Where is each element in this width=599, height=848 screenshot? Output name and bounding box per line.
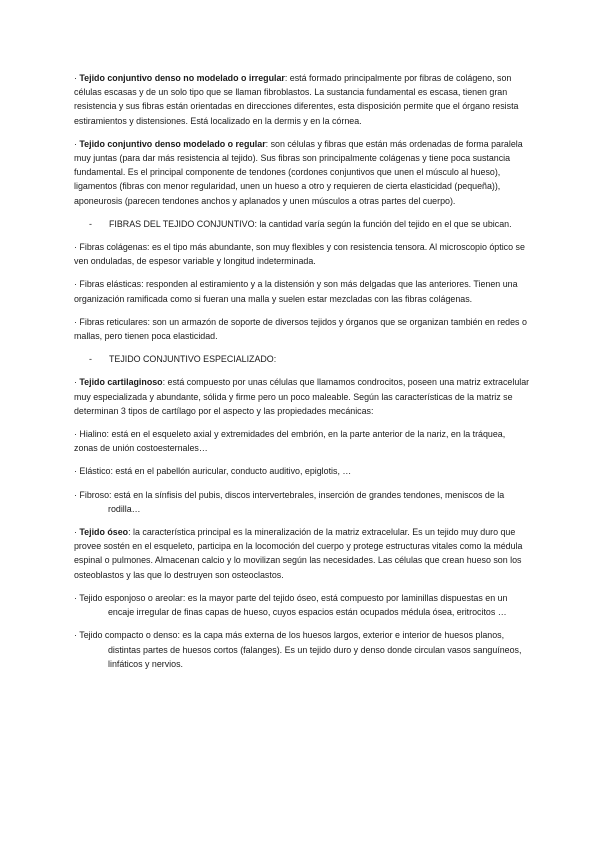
dash-item-text: FIBRAS DEL TEJIDO CONJUNTIVO: la cantidad varía según la función del tejido en el que se ubican. — [109, 218, 512, 229]
paragraph-tejido-cartilaginoso — [74, 375, 530, 418]
paragraph-text: Elástico: está en el pabellón auricular, conducto auditivo, epiglotis, … — [79, 466, 352, 477]
bullet: · — [74, 592, 80, 603]
paragraph-tejido-oseo — [74, 525, 530, 582]
paragraph-tejido-denso-irregular — [74, 71, 530, 128]
paragraph-text: : la característica principal es la mineralización de la matriz extracelular. Es un tejido muy duro que provee sostén en el esqueleto, participa en la locomoción del cuerpo y protege estructuras vitales como la médula espinal o pulmones. Almacenan calcio y lo movilizan según las necesidades. Las células que crean hueso son los osteoblastos y las que lo destruyen son osteoclastos. — [74, 527, 523, 580]
term-bold: Tejido conjuntivo denso modelado o regular — [79, 138, 266, 149]
paragraph-hialino — [74, 427, 530, 455]
dash-item-text: TEJIDO CONJUNTIVO ESPECIALIZADO: — [109, 354, 277, 365]
dash-item-fibras — [74, 217, 530, 231]
bullet: · — [74, 527, 80, 538]
bullet: · — [74, 73, 80, 83]
paragraph-text: Hialino: está en el esqueleto axial y extremidades del embrión, en la parte anterior de la nariz, en la tráquea, zonas de unión costoesternales… — [74, 429, 506, 454]
bullet: · — [74, 489, 80, 500]
paragraph-tejido-esponjoso — [74, 591, 530, 619]
bullet: · — [74, 466, 80, 477]
paragraph-text: Fibroso: está en la sínfisis del pubis, discos intervertebrales, inserción de grandes tendones, meniscos de la rodilla… — [79, 489, 505, 514]
paragraph-tejido-compacto — [74, 628, 530, 671]
term-bold: Tejido conjuntivo denso no modelado o irregular — [79, 73, 285, 83]
bullet: · — [74, 138, 80, 149]
paragraph-fibras-colagenas — [74, 240, 530, 268]
term-bold: Tejido cartilaginoso — [79, 377, 163, 388]
paragraph-text: Fibras colágenas: es el tipo más abundante, son muy flexibles y con resistencia tensora. Al microscopio óptico se ven onduladas, de espesor variable y longitud indeterminada. — [74, 242, 525, 267]
bullet: · — [74, 429, 80, 440]
paragraph-fibras-elasticas — [74, 277, 530, 305]
paragraph-tejido-denso-regular — [74, 137, 530, 208]
paragraph-elastico — [74, 464, 530, 478]
term-bold: Tejido óseo — [79, 527, 129, 538]
bullet: · — [74, 242, 80, 253]
bullet: · — [74, 630, 80, 641]
paragraph-text: Tejido esponjoso o areolar: es la mayor parte del tejido óseo, está compuesto por laminillas dispuestas en un encaje irregular de finas capas de hueso, cuyos espacios están ocupados médula ósea, eritrocitos … — [79, 592, 508, 618]
bullet: · — [74, 377, 80, 388]
bullet: · — [74, 316, 80, 327]
dash-marker: - — [89, 218, 92, 229]
paragraph-fibras-reticulares — [74, 315, 530, 343]
paragraph-fibroso — [74, 488, 530, 516]
paragraph-text: : son células y fibras que están más ordenadas de forma paralela muy juntas (para dar más resistencia al tejido). Sus fibras son principalmente colágenas y tiene poca sustancia fundamental. Es el principal componente de tendones (cordones conjuntivos que unen el músculo al hueso), ligamentos (fibras con menor regularidad, unen un hueso a otro y requieren de cierta elasticidad (pequeña)), aponeurosis (parecen tendones anchos y aplanados y unen músculos a otras partes del cuerpo). — [74, 138, 523, 206]
document-body — [74, 71, 530, 680]
dash-item-especializado — [74, 352, 530, 366]
paragraph-text: : está compuesto por unas células que llamamos condrocitos, poseen una matriz extracelular muy especializada y abundante, sólida y firme pero un poco maleable. Según las características de la matriz se determinan 3 tipos de cartílago por el aspecto y las propiedades mecánicas: — [74, 377, 530, 416]
paragraph-text: Fibras elásticas: responden al estiramiento y a la distensión y son más delgadas que las anteriores. Tienen una organización ramificada como si fueran una malla y suelen estar mezcladas con las fibras colágenas. — [74, 279, 518, 304]
paragraph-text: Tejido compacto o denso: es la capa más externa de los huesos largos, exterior e interior de huesos planos, distintas partes de huesos cortos (falanges). Es un tejido duro y denso donde circulan vasos sanguíneos, linfáticos y nervios. — [79, 630, 522, 669]
bullet: · — [74, 279, 80, 290]
paragraph-text: : está formado principalmente por fibras de colágeno, son células escasas y de un solo tipo que se llaman fibroblastos. La sustancia fundamental es escasa, tienen gran resistencia y sus fibras están orientadas en direcciones diferentes, esta disposición permite que el órgano resista estiramientos y distensiones. Está localizado en la dermis y en la córnea. — [74, 73, 519, 126]
paragraph-text: Fibras reticulares: son un armazón de soporte de diversos tejidos y órganos que se organizan también en redes o mallas, pero tienen poca elasticidad. — [74, 316, 527, 342]
dash-marker: - — [89, 354, 92, 365]
